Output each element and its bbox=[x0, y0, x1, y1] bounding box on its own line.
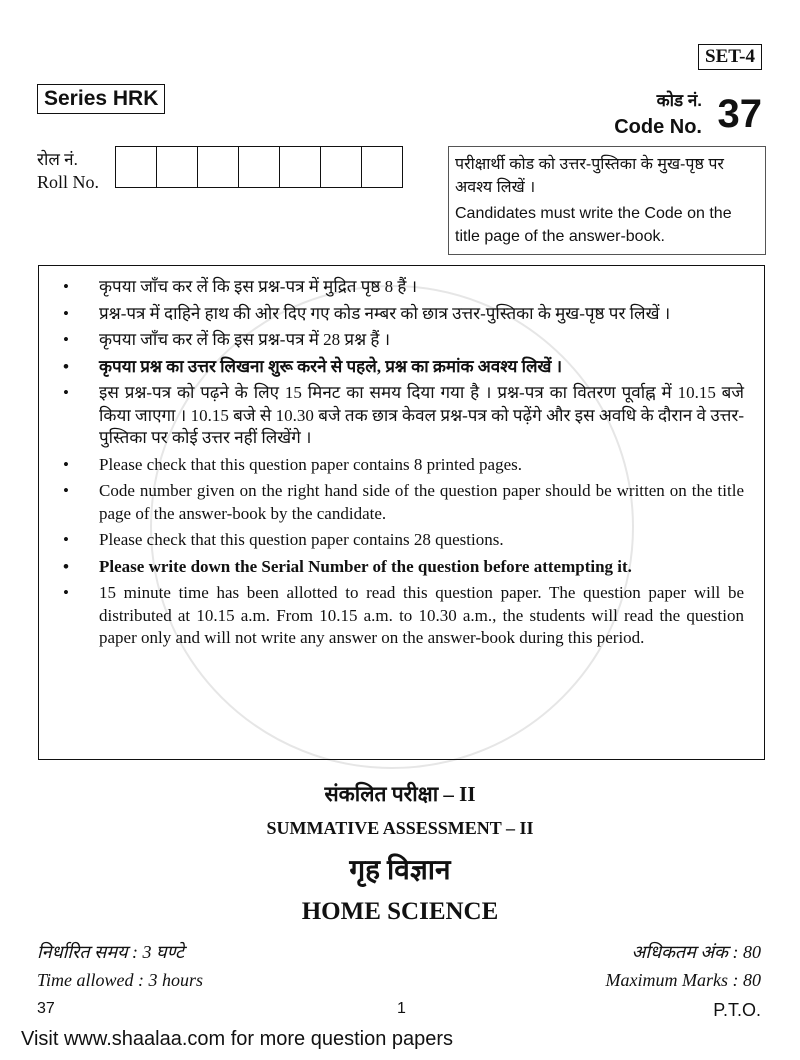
instruction-item bbox=[59, 276, 744, 299]
roll-digit-box bbox=[280, 146, 321, 188]
instruction-text: Code number given on the right hand side of the question paper should be written on the title page of the answer-book by the candidate. bbox=[99, 481, 744, 523]
instruction-text: कृपया जाँच कर लें कि इस प्रश्न-पत्र में मुद्रित पृष्ठ 8 हैं । bbox=[99, 277, 418, 296]
roll-label-hindi: रोल नं. bbox=[37, 150, 78, 169]
series-label: Series HRK bbox=[37, 84, 165, 114]
code-number: 37 bbox=[717, 92, 762, 136]
bullet-icon: • bbox=[63, 303, 69, 323]
visit-link[interactable]: Visit www.shaalaa.com for more question papers bbox=[21, 1028, 454, 1050]
bullet-icon: • bbox=[63, 454, 69, 474]
bullet-icon: • bbox=[63, 330, 69, 349]
instruction-item bbox=[59, 582, 744, 650]
instruction-item bbox=[59, 480, 744, 525]
roll-digit-box bbox=[362, 146, 403, 188]
bullet-icon: • bbox=[63, 556, 69, 576]
code-note-english: Candidates must write the Code on the title page of the answer-book. bbox=[455, 205, 732, 245]
instructions-box bbox=[38, 265, 765, 760]
bullet-icon: • bbox=[63, 277, 69, 296]
subject-title: HOME SCIENCE bbox=[301, 898, 499, 925]
roll-digit-box bbox=[198, 146, 239, 188]
bullet-icon: • bbox=[63, 356, 69, 376]
instruction-item bbox=[59, 303, 744, 326]
roll-label: Roll No. bbox=[37, 172, 100, 192]
bullet-icon: • bbox=[63, 583, 69, 602]
pto-label: P.T.O. bbox=[713, 1000, 761, 1020]
roll-digit-box bbox=[239, 146, 280, 188]
code-note-box bbox=[448, 146, 766, 255]
bullet-icon: • bbox=[63, 481, 69, 500]
instruction-item bbox=[59, 329, 744, 352]
instruction-text: Please write down the Serial Number of the question before attempting it. bbox=[99, 556, 632, 576]
subject-title-hindi: गृह विज्ञान bbox=[349, 855, 451, 886]
roll-digit-box bbox=[157, 146, 198, 188]
bullet-icon: • bbox=[63, 530, 69, 549]
code-note-hindi: परीक्षार्थी कोड को उत्तर-पुस्तिका के मुख-पृष्ठ पर अवश्य लिखें । bbox=[455, 156, 724, 196]
code-label-hindi: कोड नं. bbox=[656, 91, 702, 110]
time-allowed-hindi: निर्धारित समय : 3 घण्टे bbox=[37, 942, 185, 962]
maximum-marks-hindi: अधिकतम अंक : 80 bbox=[631, 942, 761, 962]
roll-number-boxes bbox=[115, 146, 403, 188]
instruction-item bbox=[59, 556, 744, 579]
roll-digit-box bbox=[116, 146, 157, 188]
code-label: Code No. bbox=[614, 116, 702, 138]
bullet-icon: • bbox=[63, 383, 69, 402]
instruction-text: प्रश्न-पत्र में दाहिने हाथ की ओर दिए गए कोड नम्बर को छात्र उत्तर-पुस्तिका के मुख-पृष्ठ पर लिखें । bbox=[99, 303, 671, 323]
instruction-item bbox=[59, 356, 744, 379]
instruction-text: कृपया प्रश्न का उत्तर लिखना शुरू करने से पहले, प्रश्न का क्रमांक अवश्य लिखें । bbox=[99, 356, 563, 376]
time-allowed: Time allowed : 3 hours bbox=[37, 970, 204, 990]
set-label: SET-4 bbox=[698, 44, 762, 70]
roll-digit-box bbox=[321, 146, 362, 188]
instruction-text: इस प्रश्न-पत्र को पढ़ने के लिए 15 मिनट का समय दिया गया है । प्रश्न-पत्र का वितरण पूर्वाह्न में 10.15 बजे किया जाएगा । 10.15 बजे से 10.30 बजे तक छात्र केवल प्रश्न-पत्र को पढ़ेंगे और इस अवधि के दौरान वे उत्तर-पुस्तिका पर कोई उत्तर नहीं लिखेंगे । bbox=[99, 383, 744, 447]
instruction-item bbox=[59, 529, 744, 552]
instruction-item bbox=[59, 454, 744, 477]
instruction-item bbox=[59, 382, 744, 450]
maximum-marks: Maximum Marks : 80 bbox=[605, 970, 761, 990]
page-number: 1 bbox=[397, 1000, 406, 1017]
instruction-text: कृपया जाँच कर लें कि इस प्रश्न-पत्र में 28 प्रश्न हैं । bbox=[99, 330, 391, 349]
exam-title: SUMMATIVE ASSESSMENT – II bbox=[266, 818, 534, 838]
instruction-text: Please check that this question paper contains 8 printed pages. bbox=[99, 454, 522, 474]
instruction-text: 15 minute time has been allotted to read this question paper. The question paper will be distributed at 10.15 a.m. From 10.15 a.m. to 10.30 a.m., the students will read the question paper only and will not write any answer on the answer-book during this period. bbox=[99, 583, 744, 647]
footer-code: 37 bbox=[37, 1000, 55, 1017]
instruction-text: Please check that this question paper contains 28 questions. bbox=[99, 530, 504, 549]
exam-title-hindi: संकलित परीक्षा – II bbox=[324, 782, 476, 806]
